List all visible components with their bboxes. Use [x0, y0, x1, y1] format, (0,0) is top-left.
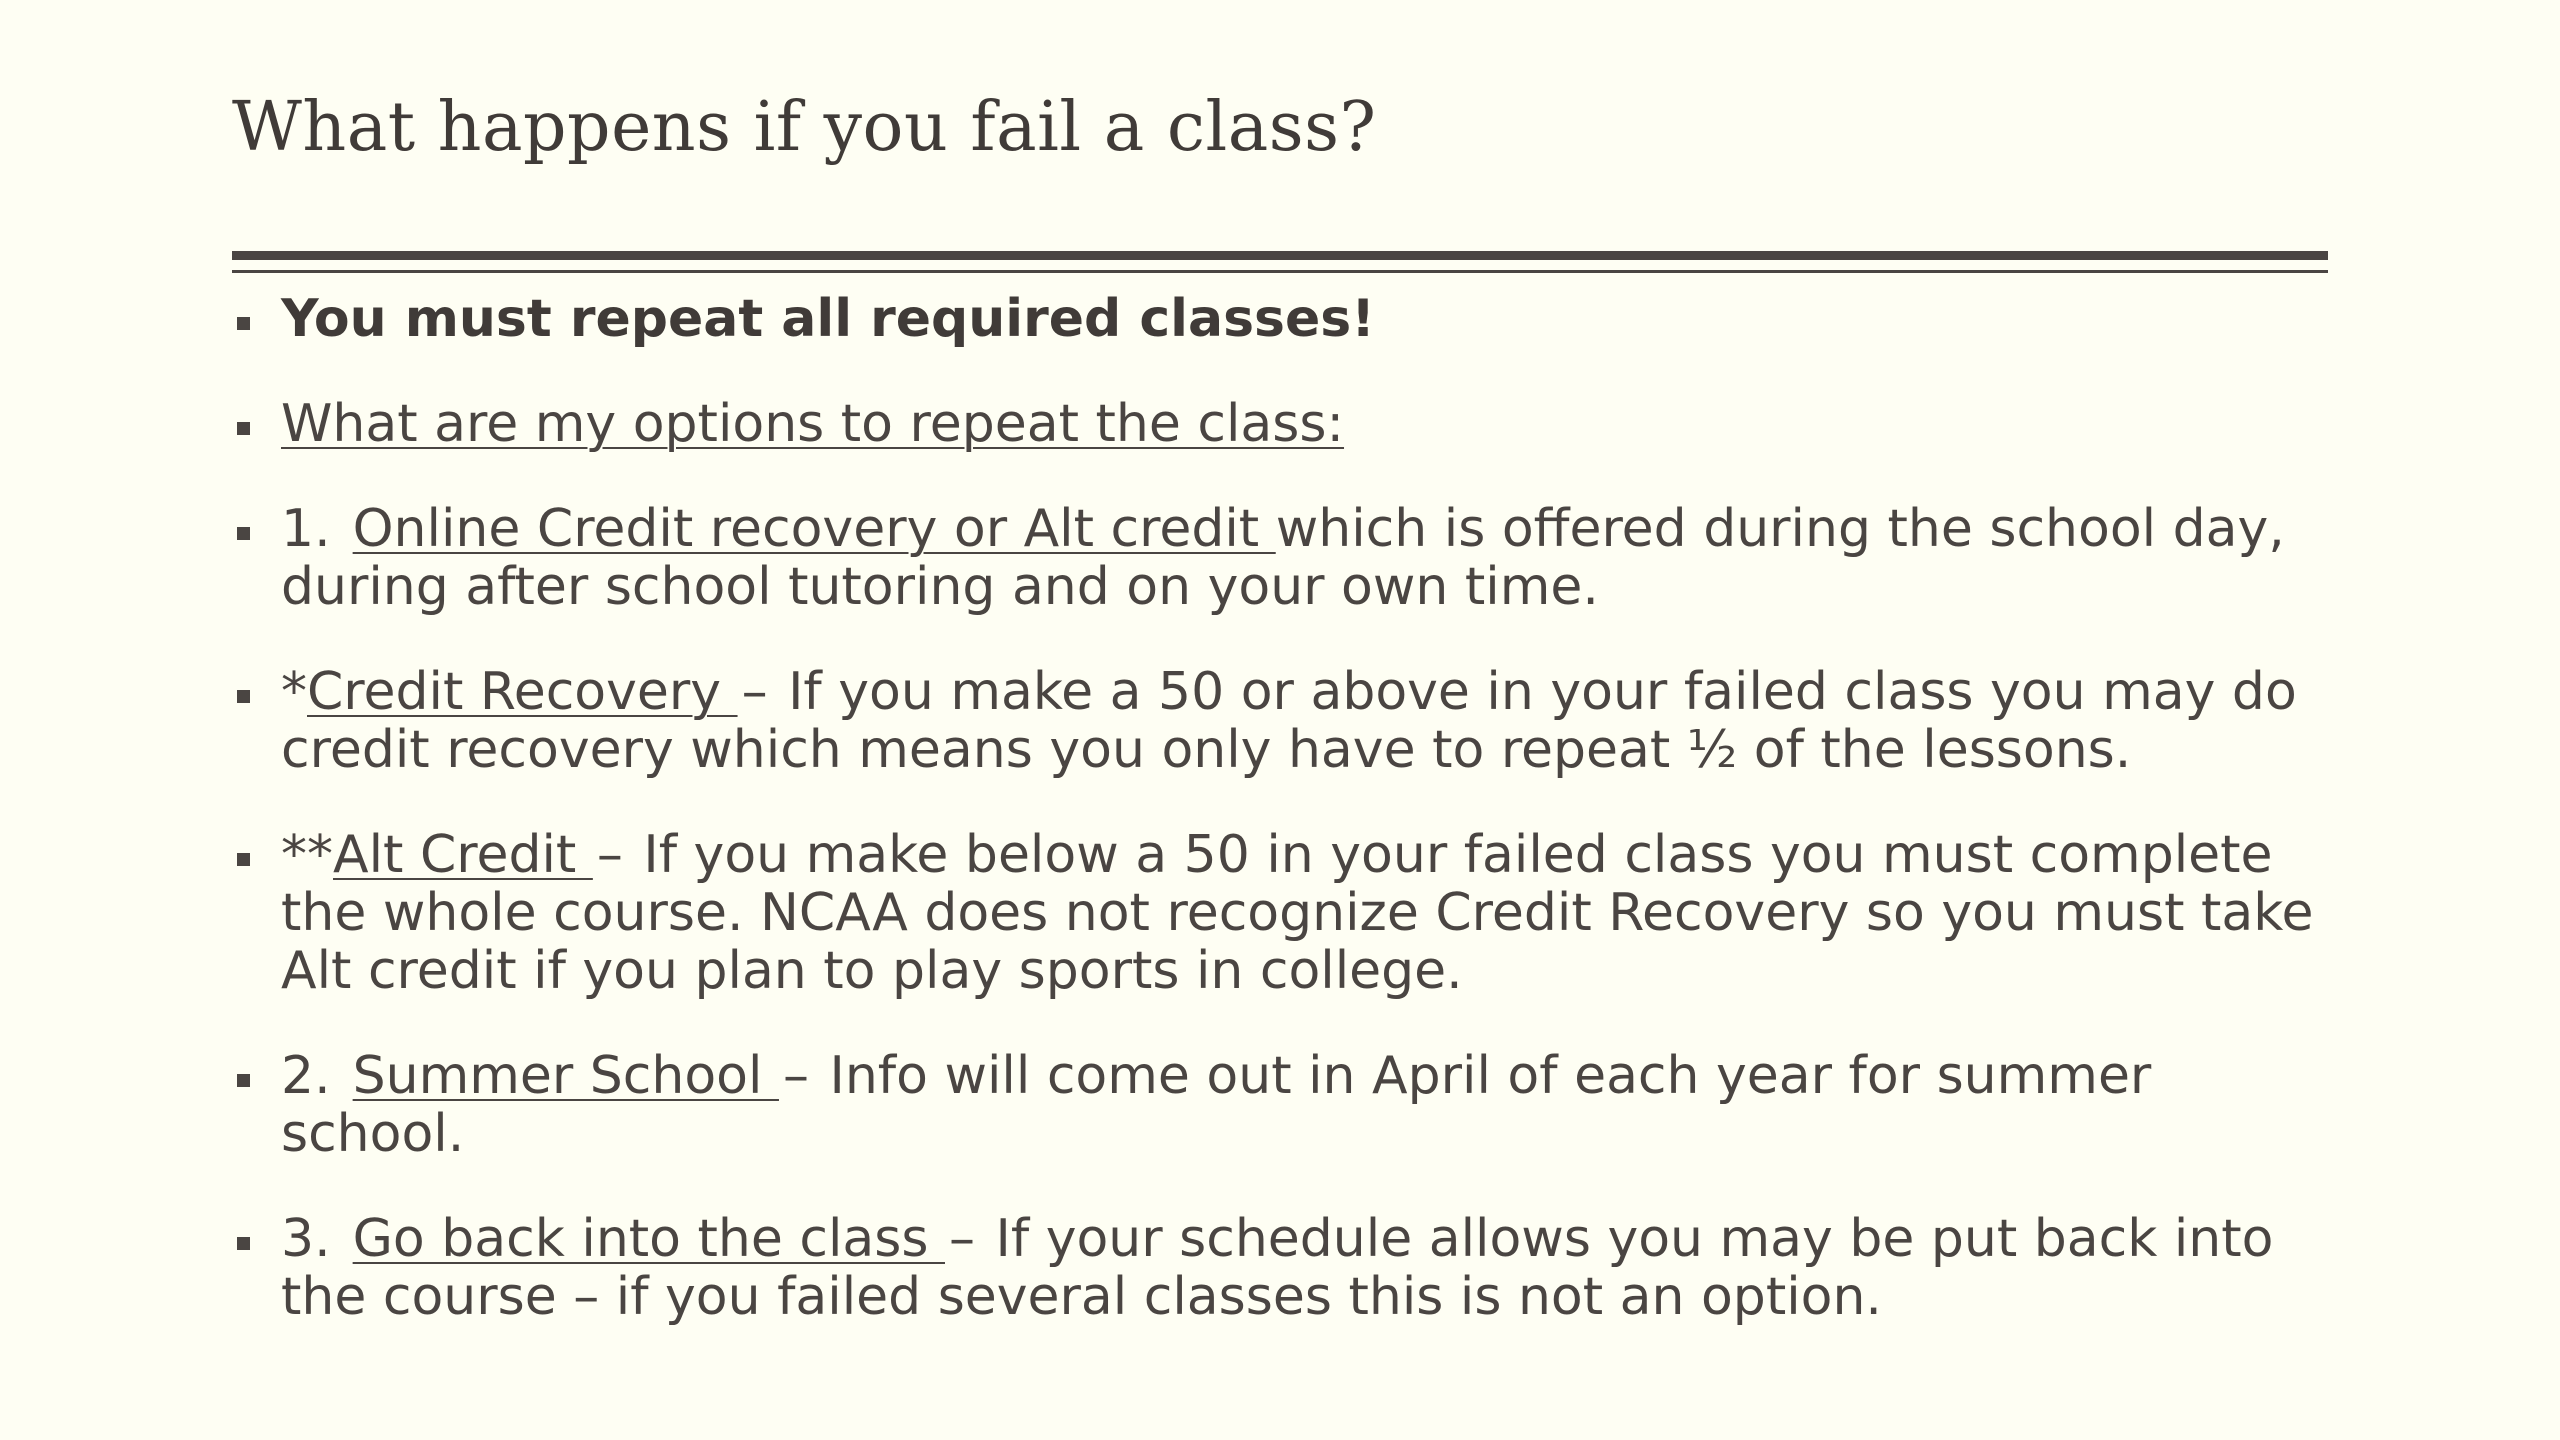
- bullet-online-credit-recovery: [232, 500, 2342, 616]
- go-back-into-class-label: Go back into the class: [352, 1209, 945, 1269]
- bullet-marker: [237, 690, 250, 703]
- bullet-text: If you make below a 50 in your failed class you must complete the whole course. NCAA does not recognize Credit Recovery so you must take Alt credit if you plan to play sports in college.: [281, 825, 2314, 1001]
- bullet-marker: [237, 1237, 250, 1250]
- list-number: 1.: [281, 499, 331, 559]
- bullet-marker: [237, 317, 250, 330]
- bullet-marker: [237, 1074, 250, 1087]
- bullet-marker: [237, 422, 250, 435]
- dash: –: [741, 662, 768, 722]
- credit-recovery-label: Credit Recovery: [307, 662, 738, 722]
- options-heading-text: What are my options to repeat the class:: [281, 394, 1345, 454]
- dash: –: [596, 825, 623, 885]
- dash: –: [782, 1046, 809, 1106]
- bullet-text: Info will come out in April of each year for summer school.: [281, 1046, 2152, 1164]
- bullet-repeat-required: [232, 290, 2342, 348]
- bullet-text: If your schedule allows you may be put back into the course – if you failed several classes this is not an option.: [281, 1209, 2274, 1327]
- bullet-credit-recovery: [232, 663, 2342, 779]
- bullet-summer-school: [232, 1047, 2342, 1163]
- alt-credit-label: Alt Credit: [333, 825, 593, 885]
- bullet-marker: [237, 527, 250, 540]
- bullet-text: which is offered during the school day, during after school tutoring and on your own time.: [281, 499, 2285, 617]
- online-credit-recovery-link-text: Online Credit recovery or Alt credit: [352, 499, 1276, 559]
- title-divider-thick: [232, 251, 2328, 260]
- title-divider-thin: [232, 270, 2328, 273]
- bullet-go-back-into-class: [232, 1210, 2342, 1326]
- asterisk-prefix: *: [281, 662, 307, 722]
- list-number: 2.: [281, 1046, 331, 1106]
- bullet-marker: [237, 853, 250, 866]
- bullet-options-heading: [232, 395, 2342, 453]
- bullet-list: [232, 290, 2342, 1326]
- summer-school-label: Summer School: [352, 1046, 779, 1106]
- bullet-text: You must repeat all required classes!: [281, 289, 1375, 349]
- dash: –: [949, 1209, 975, 1269]
- bullet-text: If you make a 50 or above in your failed class you may do credit recovery which means you only have to repeat ½ of the lessons.: [281, 662, 2297, 780]
- slide-title: What happens if you fail a class?: [232, 88, 1377, 167]
- asterisk-prefix: **: [281, 825, 333, 885]
- list-number: 3.: [281, 1209, 331, 1269]
- bullet-alt-credit: [232, 826, 2342, 1000]
